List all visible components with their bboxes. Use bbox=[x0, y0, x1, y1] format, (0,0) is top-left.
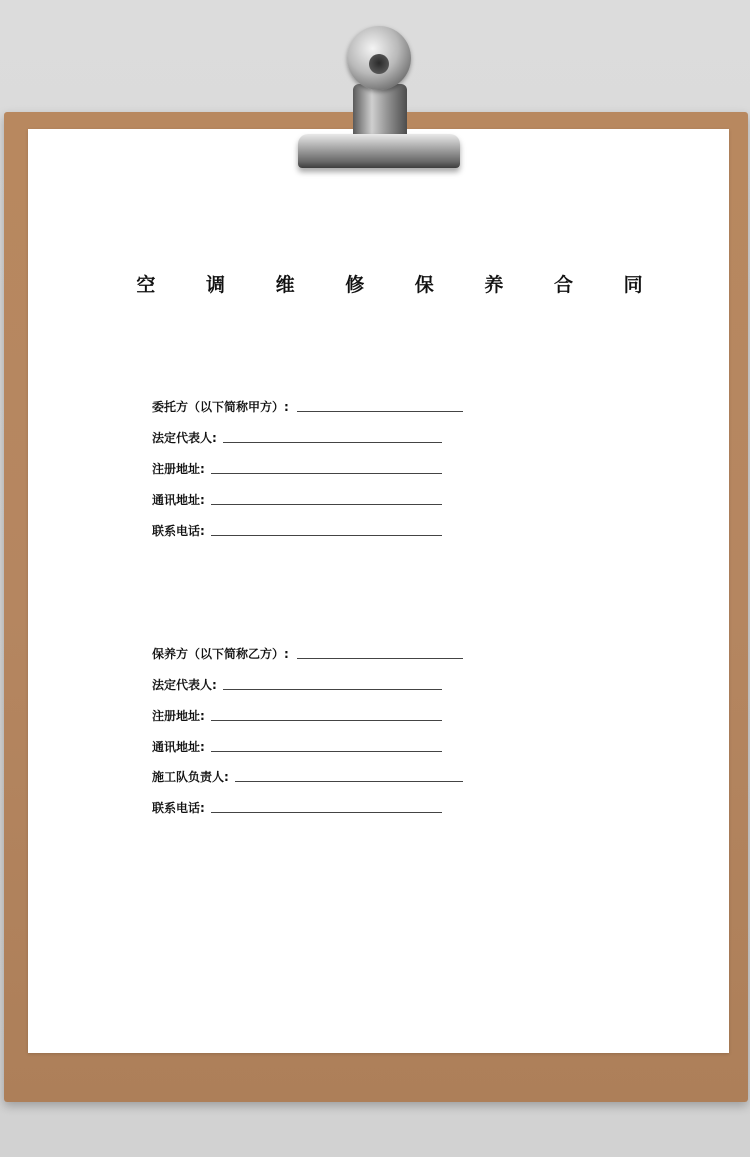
party-b-legal-rep-blank[interactable] bbox=[223, 689, 442, 690]
party-a-mailing-address-blank[interactable] bbox=[211, 504, 442, 505]
binder-clip-stem bbox=[353, 84, 407, 140]
party-a-legal-rep-blank[interactable] bbox=[223, 442, 442, 443]
binder-clip-plate bbox=[298, 134, 460, 168]
binder-clip-hole bbox=[369, 54, 389, 74]
contract-page bbox=[28, 129, 729, 1053]
party-a-registered-address-label: 注册地址: bbox=[152, 462, 205, 476]
party-b-phone-blank[interactable] bbox=[211, 812, 442, 813]
party-b-mailing-address-label: 通讯地址: bbox=[152, 740, 205, 754]
party-a-phone-blank[interactable] bbox=[211, 535, 442, 536]
party-b-crew-lead-label: 施工队负责人: bbox=[152, 770, 229, 784]
party-a-mailing-address-label: 通讯地址: bbox=[152, 493, 205, 507]
party-a-legal-rep-label: 法定代表人: bbox=[152, 431, 217, 445]
party-a-phone-label: 联系电话: bbox=[152, 524, 205, 538]
party-b-crew-lead-blank[interactable] bbox=[235, 781, 463, 782]
party-b-name-label: 保养方（以下简称乙方）: bbox=[152, 647, 289, 661]
party-b-mailing-address-blank[interactable] bbox=[211, 751, 442, 752]
party-a-registered-address-blank[interactable] bbox=[211, 473, 442, 474]
party-b-phone-label: 联系电话: bbox=[152, 801, 205, 815]
contract-title: 空 调 维 修 保 养 合 同 bbox=[136, 274, 665, 296]
party-b-registered-address-label: 注册地址: bbox=[152, 709, 205, 723]
party-b-name-blank[interactable] bbox=[297, 658, 463, 659]
party-b-registered-address-blank[interactable] bbox=[211, 720, 442, 721]
party-b-legal-rep-label: 法定代表人: bbox=[152, 678, 217, 692]
party-a-name-label: 委托方（以下简称甲方）: bbox=[152, 400, 289, 414]
party-a-name-blank[interactable] bbox=[297, 411, 463, 412]
